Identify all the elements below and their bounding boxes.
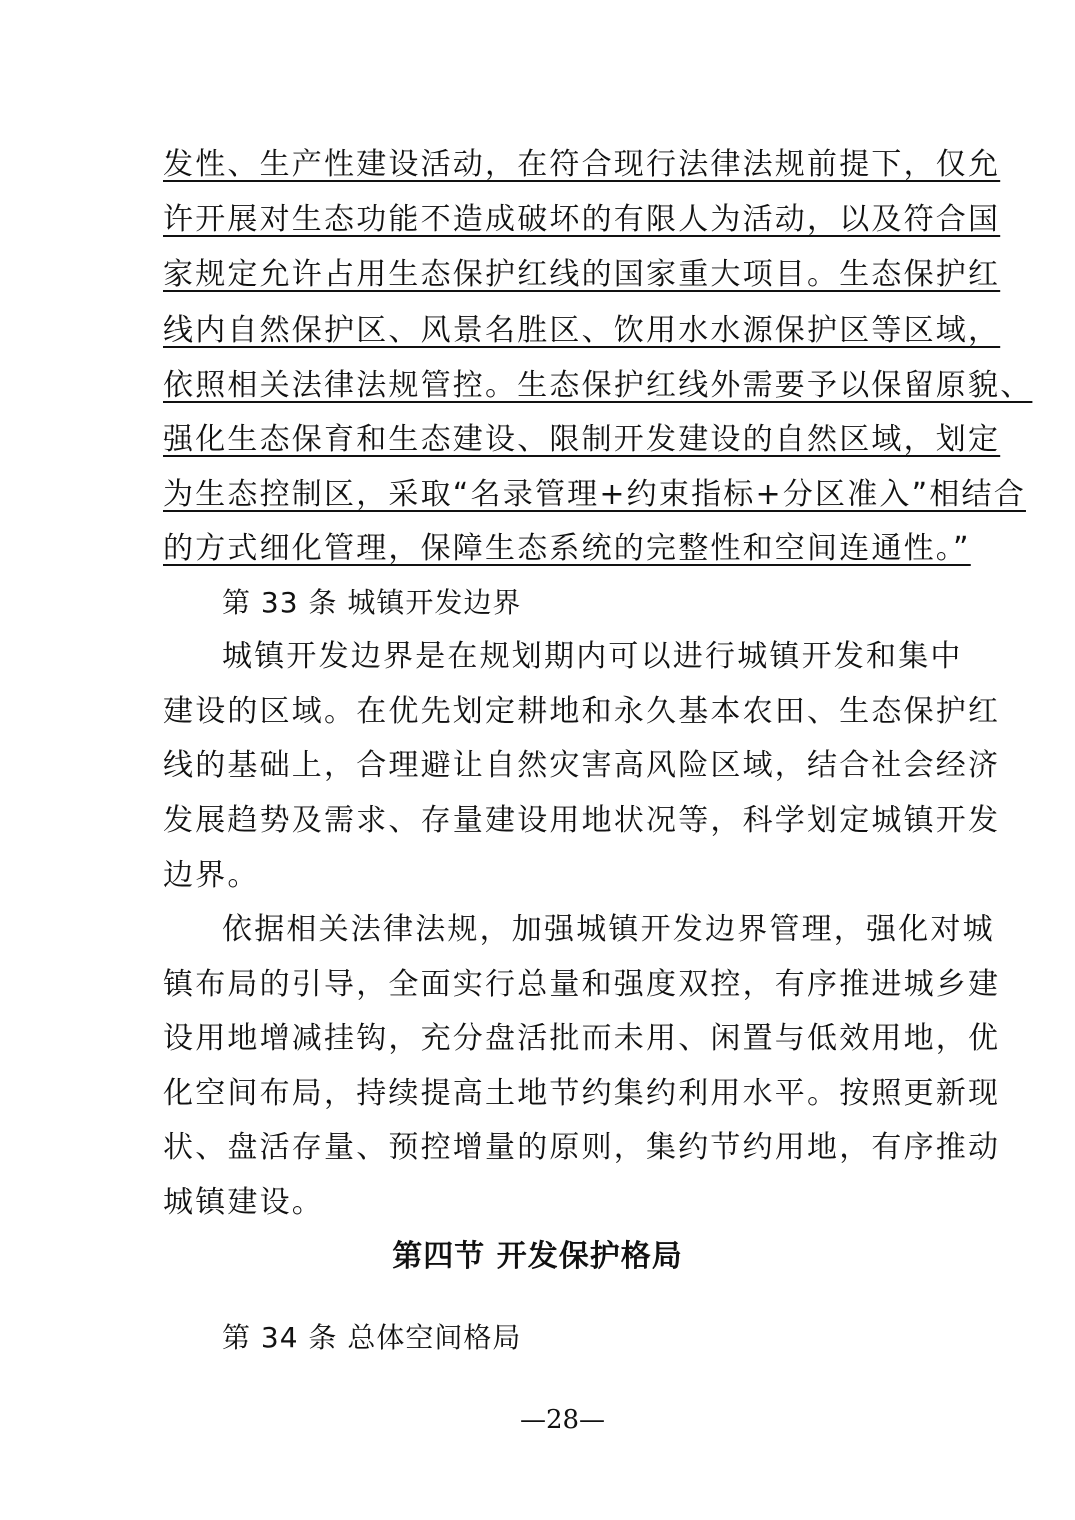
paragraph-line: 化空间布局，持续提高土地节约集约利用水平。按照更新现 <box>163 1076 1001 1111</box>
paragraph-line: 状、盘活存量、预控增量的原则，集约节约用地，有序推动 <box>163 1130 1001 1165</box>
underlined-text-line: 许开展对生态功能不造成破坏的有限人为活动，以及符合国 <box>163 202 1001 237</box>
page-number: —28— <box>519 1405 606 1435</box>
section-title: 第四节 开发保护格局 <box>392 1239 683 1274</box>
underlined-text-line: 强化生态保育和生态建设、限制开发建设的自然区域，划定 <box>163 422 1001 457</box>
paragraph-line: 依据相关法律法规，加强城镇开发边界管理，强化对城 <box>222 912 995 947</box>
article-34-heading: 第 34 条 总体空间格局 <box>222 1321 522 1354</box>
paragraph-line: 发展趋势及需求、存量建设用地状况等，科学划定城镇开发 <box>163 803 1001 838</box>
paragraph-line: 边界。 <box>163 858 260 893</box>
paragraph-line: 设用地增减挂钩，充分盘活批而未用、闲置与低效用地，优 <box>163 1021 1001 1056</box>
paragraph-line: 线的基础上，合理避让自然灾害高风险区域，结合社会经济 <box>163 748 1001 783</box>
paragraph-line: 城镇建设。 <box>163 1185 324 1220</box>
underlined-text-line: 发性、生产性建设活动，在符合现行法律法规前提下，仅允 <box>163 147 1001 182</box>
article-33-heading: 第 33 条 城镇开发边界 <box>222 586 522 619</box>
underlined-text-line: 为生态控制区，采取“名录管理+约束指标+分区准入”相结合 <box>163 477 1026 512</box>
underlined-text-line: 线内自然保护区、风景名胜区、饮用水水源保护区等区域， <box>163 313 1001 348</box>
paragraph-line: 镇布局的引导，全面实行总量和强度双控，有序推进城乡建 <box>163 967 1001 1002</box>
underlined-text-line: 家规定允许占用生态保护红线的国家重大项目。生态保护红 <box>163 257 1001 292</box>
paragraph-line: 城镇开发边界是在规划期内可以进行城镇开发和集中 <box>222 639 963 674</box>
underlined-text-line: 的方式细化管理，保障生态系统的完整性和空间连通性。” <box>163 531 971 566</box>
underlined-text-line: 依照相关法律法规管控。生态保护红线外需要予以保留原貌、 <box>163 368 1033 403</box>
paragraph-line: 建设的区域。在优先划定耕地和永久基本农田、生态保护红 <box>163 694 1001 729</box>
